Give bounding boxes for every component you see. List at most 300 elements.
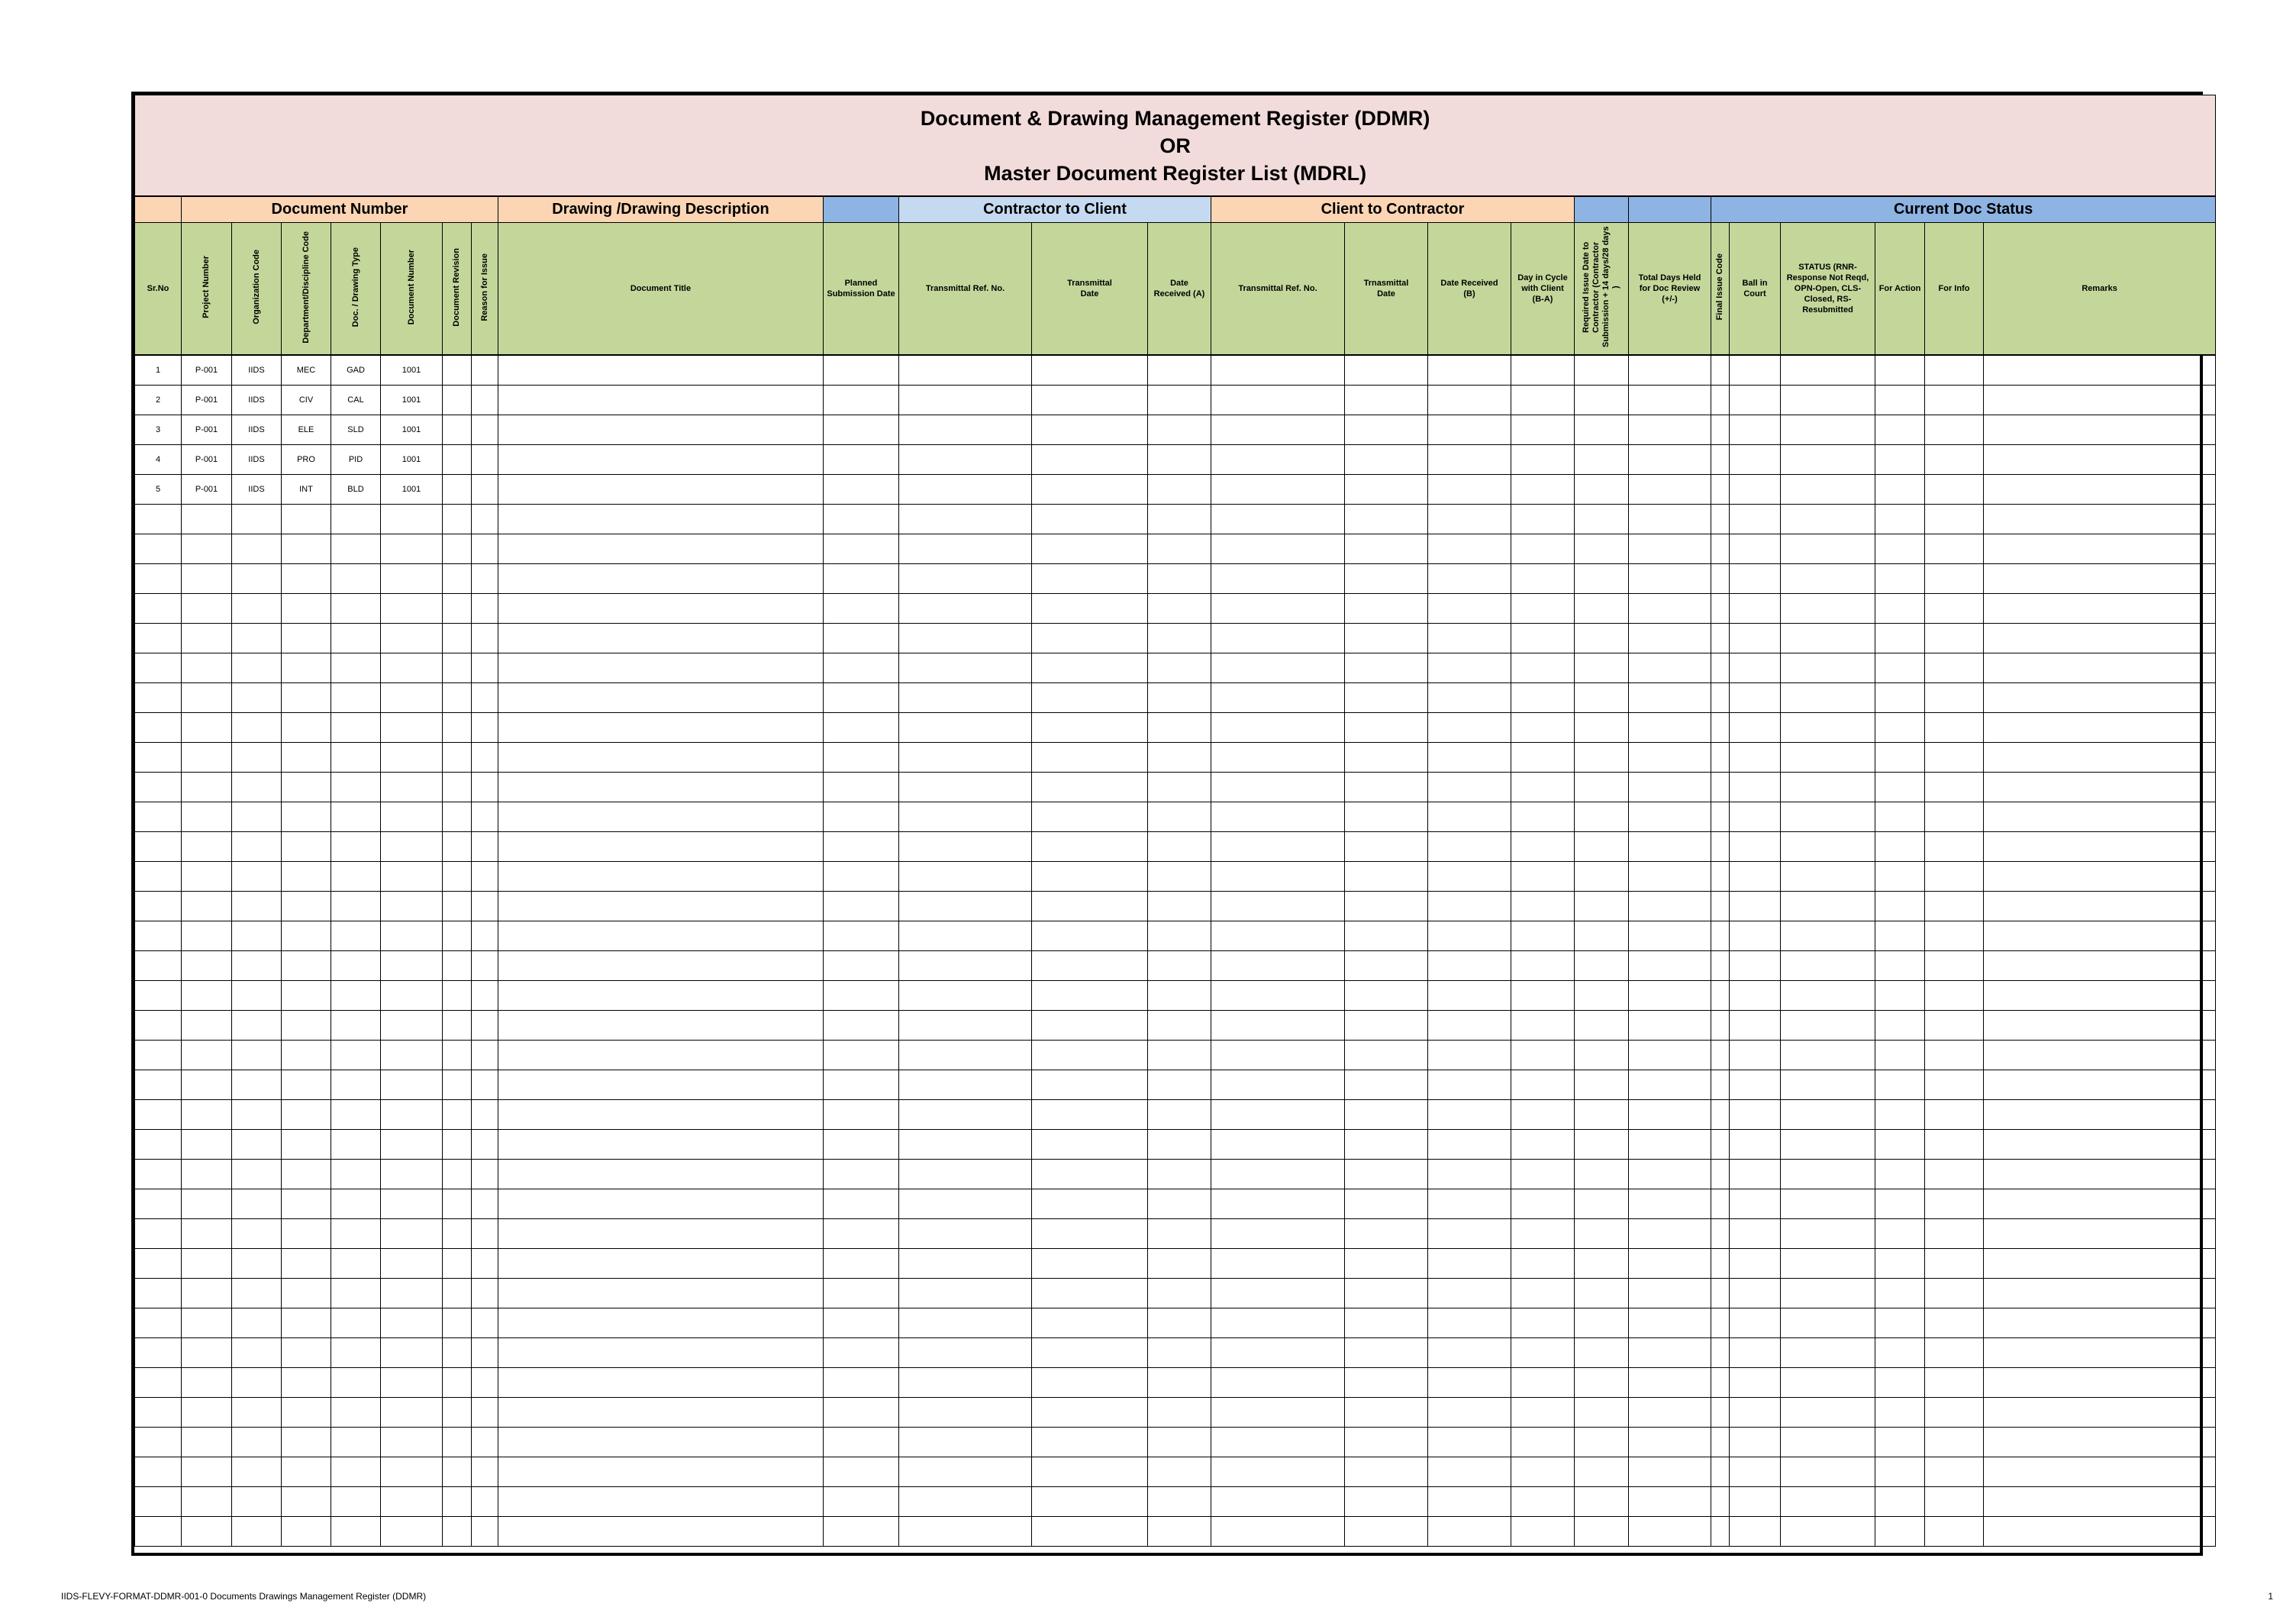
table-cell[interactable]	[1345, 594, 1428, 624]
table-cell[interactable]	[1875, 1368, 1925, 1398]
table-cell[interactable]	[1511, 951, 1575, 981]
cell-drawing-type[interactable]	[331, 1428, 381, 1457]
table-cell[interactable]	[1148, 415, 1211, 445]
table-cell[interactable]	[472, 743, 498, 773]
table-cell[interactable]	[1032, 594, 1148, 624]
table-cell[interactable]	[1711, 415, 1730, 445]
cell-department-code[interactable]	[282, 921, 331, 951]
cell-drawing-type[interactable]	[331, 534, 381, 564]
table-cell[interactable]	[472, 355, 498, 386]
table-cell[interactable]	[1428, 564, 1511, 594]
table-cell[interactable]	[1629, 1338, 1711, 1368]
table-cell[interactable]	[1211, 1308, 1345, 1338]
table-cell[interactable]	[1781, 832, 1875, 862]
table-cell[interactable]	[1711, 683, 1730, 713]
cell-project-number[interactable]	[182, 1279, 232, 1308]
cell-project-number[interactable]	[182, 564, 232, 594]
cell-project-number[interactable]	[182, 1487, 232, 1517]
table-cell[interactable]	[443, 355, 472, 386]
cell-drawing-type[interactable]	[331, 981, 381, 1011]
table-cell[interactable]	[472, 475, 498, 505]
cell-organization-code[interactable]: IIDS	[232, 386, 282, 415]
table-cell[interactable]	[498, 564, 824, 594]
table-cell[interactable]	[1875, 624, 1925, 653]
table-cell[interactable]	[1345, 386, 1428, 415]
table-cell[interactable]	[1925, 743, 1984, 773]
table-cell[interactable]	[1575, 683, 1629, 713]
cell-document-number[interactable]	[381, 1041, 443, 1070]
table-cell[interactable]	[1428, 1249, 1511, 1279]
table-cell[interactable]	[1711, 653, 1730, 683]
table-cell[interactable]	[1875, 1160, 1925, 1189]
table-cell[interactable]	[1428, 1368, 1511, 1398]
table-cell[interactable]	[498, 832, 824, 862]
table-cell[interactable]	[1984, 624, 2216, 653]
table-cell[interactable]	[1629, 1308, 1711, 1338]
table-cell[interactable]	[472, 1070, 498, 1100]
cell-organization-code[interactable]	[232, 713, 282, 743]
table-cell[interactable]	[1781, 802, 1875, 832]
table-cell[interactable]	[1925, 713, 1984, 743]
table-cell[interactable]	[1781, 1070, 1875, 1100]
table-cell[interactable]	[1984, 892, 2216, 921]
cell-organization-code[interactable]	[232, 862, 282, 892]
cell-document-number[interactable]	[381, 1070, 443, 1100]
table-cell[interactable]	[443, 1338, 472, 1368]
table-cell[interactable]	[498, 743, 824, 773]
cell-organization-code[interactable]	[232, 1308, 282, 1338]
cell-project-number[interactable]	[182, 1041, 232, 1070]
table-cell[interactable]	[1511, 832, 1575, 862]
table-cell[interactable]	[1511, 1279, 1575, 1308]
table-cell[interactable]	[1148, 1487, 1211, 1517]
table-cell[interactable]	[443, 1189, 472, 1219]
cell-department-code[interactable]	[282, 1219, 331, 1249]
table-cell[interactable]	[1875, 773, 1925, 802]
table-cell[interactable]	[1148, 1368, 1211, 1398]
cell-drawing-type[interactable]	[331, 1130, 381, 1160]
table-cell[interactable]	[1629, 1517, 1711, 1547]
cell-sr-no[interactable]	[135, 1130, 182, 1160]
table-cell[interactable]	[443, 505, 472, 534]
table-cell[interactable]	[899, 1219, 1032, 1249]
cell-organization-code[interactable]	[232, 1279, 282, 1308]
table-cell[interactable]	[1428, 1428, 1511, 1457]
table-cell[interactable]	[899, 683, 1032, 713]
table-cell[interactable]	[824, 1368, 899, 1398]
table-cell[interactable]	[1730, 951, 1781, 981]
cell-sr-no[interactable]	[135, 1487, 182, 1517]
table-cell[interactable]	[443, 386, 472, 415]
table-cell[interactable]	[1345, 505, 1428, 534]
table-cell[interactable]	[1511, 1189, 1575, 1219]
cell-department-code[interactable]	[282, 773, 331, 802]
table-cell[interactable]	[1711, 355, 1730, 386]
cell-drawing-type[interactable]	[331, 713, 381, 743]
table-cell[interactable]	[1781, 713, 1875, 743]
table-cell[interactable]	[1984, 743, 2216, 773]
cell-department-code[interactable]	[282, 1338, 331, 1368]
cell-project-number[interactable]	[182, 1219, 232, 1249]
cell-sr-no[interactable]	[135, 1368, 182, 1398]
table-cell[interactable]	[824, 892, 899, 921]
table-cell[interactable]	[1211, 1100, 1345, 1130]
cell-drawing-type[interactable]	[331, 773, 381, 802]
table-cell[interactable]	[1428, 773, 1511, 802]
table-cell[interactable]	[1032, 1189, 1148, 1219]
cell-drawing-type[interactable]	[331, 683, 381, 713]
cell-sr-no[interactable]	[135, 951, 182, 981]
table-cell[interactable]	[1629, 1487, 1711, 1517]
table-cell[interactable]	[498, 1219, 824, 1249]
table-cell[interactable]	[1984, 1457, 2216, 1487]
table-cell[interactable]	[1629, 1279, 1711, 1308]
cell-sr-no[interactable]	[135, 683, 182, 713]
table-cell[interactable]	[472, 1428, 498, 1457]
table-cell[interactable]	[498, 624, 824, 653]
table-cell[interactable]	[1730, 1398, 1781, 1428]
table-cell[interactable]	[1575, 386, 1629, 415]
table-cell[interactable]	[443, 1011, 472, 1041]
cell-drawing-type[interactable]	[331, 1219, 381, 1249]
cell-document-number[interactable]	[381, 594, 443, 624]
cell-organization-code[interactable]	[232, 505, 282, 534]
table-cell[interactable]	[472, 1338, 498, 1368]
table-cell[interactable]	[1148, 355, 1211, 386]
table-cell[interactable]	[498, 683, 824, 713]
cell-drawing-type[interactable]: BLD	[331, 475, 381, 505]
table-cell[interactable]	[1984, 773, 2216, 802]
cell-document-number[interactable]	[381, 1398, 443, 1428]
table-cell[interactable]	[1711, 862, 1730, 892]
table-cell[interactable]	[1428, 802, 1511, 832]
cell-sr-no[interactable]: 2	[135, 386, 182, 415]
table-cell[interactable]	[1148, 386, 1211, 415]
table-cell[interactable]	[498, 802, 824, 832]
table-cell[interactable]	[1984, 564, 2216, 594]
table-cell[interactable]	[1511, 743, 1575, 773]
cell-project-number[interactable]	[182, 713, 232, 743]
table-cell[interactable]	[1032, 773, 1148, 802]
cell-department-code[interactable]	[282, 1160, 331, 1189]
table-cell[interactable]	[1511, 802, 1575, 832]
table-cell[interactable]	[472, 1457, 498, 1487]
table-cell[interactable]	[1925, 1338, 1984, 1368]
table-cell[interactable]	[1730, 1041, 1781, 1070]
table-cell[interactable]	[824, 594, 899, 624]
cell-document-number[interactable]	[381, 1308, 443, 1338]
cell-document-number[interactable]	[381, 773, 443, 802]
table-cell[interactable]	[443, 1398, 472, 1428]
table-cell[interactable]	[1984, 1100, 2216, 1130]
cell-sr-no[interactable]	[135, 862, 182, 892]
cell-organization-code[interactable]	[232, 594, 282, 624]
table-cell[interactable]	[1148, 594, 1211, 624]
table-cell[interactable]	[1428, 1398, 1511, 1428]
table-cell[interactable]	[1711, 1100, 1730, 1130]
cell-organization-code[interactable]	[232, 981, 282, 1011]
table-cell[interactable]	[1730, 1011, 1781, 1041]
cell-drawing-type[interactable]	[331, 505, 381, 534]
cell-drawing-type[interactable]	[331, 892, 381, 921]
cell-sr-no[interactable]	[135, 594, 182, 624]
table-cell[interactable]	[1211, 802, 1345, 832]
table-cell[interactable]	[1711, 475, 1730, 505]
table-cell[interactable]	[1730, 892, 1781, 921]
table-cell[interactable]	[1711, 743, 1730, 773]
table-cell[interactable]	[498, 1041, 824, 1070]
table-cell[interactable]	[1629, 981, 1711, 1011]
table-cell[interactable]	[443, 1457, 472, 1487]
table-cell[interactable]	[1211, 951, 1345, 981]
cell-document-number[interactable]	[381, 1338, 443, 1368]
table-cell[interactable]	[498, 713, 824, 743]
table-cell[interactable]	[1575, 1070, 1629, 1100]
table-cell[interactable]	[824, 534, 899, 564]
table-cell[interactable]	[1629, 415, 1711, 445]
table-cell[interactable]	[1984, 1070, 2216, 1100]
table-cell[interactable]	[824, 832, 899, 862]
table-cell[interactable]	[443, 1487, 472, 1517]
table-cell[interactable]	[472, 505, 498, 534]
cell-department-code[interactable]	[282, 683, 331, 713]
table-cell[interactable]	[1711, 951, 1730, 981]
cell-project-number[interactable]: P-001	[182, 355, 232, 386]
cell-project-number[interactable]: P-001	[182, 415, 232, 445]
cell-organization-code[interactable]	[232, 534, 282, 564]
table-cell[interactable]	[824, 683, 899, 713]
cell-department-code[interactable]: INT	[282, 475, 331, 505]
table-cell[interactable]	[472, 862, 498, 892]
table-cell[interactable]	[1345, 832, 1428, 862]
table-cell[interactable]	[1925, 534, 1984, 564]
cell-organization-code[interactable]: IIDS	[232, 475, 282, 505]
table-cell[interactable]	[824, 1249, 899, 1279]
table-cell[interactable]	[1575, 951, 1629, 981]
table-cell[interactable]	[498, 862, 824, 892]
table-cell[interactable]	[1148, 743, 1211, 773]
cell-project-number[interactable]	[182, 892, 232, 921]
table-cell[interactable]	[1575, 1100, 1629, 1130]
table-cell[interactable]	[824, 1100, 899, 1130]
cell-document-number[interactable]	[381, 1368, 443, 1398]
table-cell[interactable]	[1875, 1041, 1925, 1070]
table-cell[interactable]	[824, 1041, 899, 1070]
cell-sr-no[interactable]: 5	[135, 475, 182, 505]
table-cell[interactable]	[1211, 1219, 1345, 1249]
table-cell[interactable]	[899, 1041, 1032, 1070]
cell-organization-code[interactable]	[232, 1160, 282, 1189]
cell-document-number[interactable]	[381, 534, 443, 564]
table-cell[interactable]	[1148, 475, 1211, 505]
cell-project-number[interactable]	[182, 1160, 232, 1189]
table-cell[interactable]	[443, 1308, 472, 1338]
table-cell[interactable]	[1511, 386, 1575, 415]
table-cell[interactable]	[1148, 921, 1211, 951]
cell-sr-no[interactable]	[135, 773, 182, 802]
table-cell[interactable]	[899, 1338, 1032, 1368]
cell-drawing-type[interactable]	[331, 653, 381, 683]
cell-department-code[interactable]	[282, 505, 331, 534]
table-cell[interactable]	[1345, 1130, 1428, 1160]
table-cell[interactable]	[472, 1398, 498, 1428]
table-cell[interactable]	[1345, 1041, 1428, 1070]
cell-department-code[interactable]	[282, 1249, 331, 1279]
cell-project-number[interactable]	[182, 1368, 232, 1398]
cell-document-number[interactable]	[381, 653, 443, 683]
table-cell[interactable]	[1984, 1130, 2216, 1160]
table-cell[interactable]	[1984, 1487, 2216, 1517]
table-cell[interactable]	[472, 594, 498, 624]
table-cell[interactable]	[1032, 445, 1148, 475]
table-cell[interactable]	[1211, 862, 1345, 892]
table-cell[interactable]	[1730, 1338, 1781, 1368]
table-cell[interactable]	[824, 624, 899, 653]
table-cell[interactable]	[1629, 713, 1711, 743]
table-cell[interactable]	[1428, 653, 1511, 683]
table-cell[interactable]	[1875, 892, 1925, 921]
cell-department-code[interactable]	[282, 951, 331, 981]
table-cell[interactable]	[1711, 1130, 1730, 1160]
table-cell[interactable]	[899, 445, 1032, 475]
cell-document-number[interactable]	[381, 564, 443, 594]
table-cell[interactable]	[1511, 862, 1575, 892]
table-cell[interactable]	[1148, 1041, 1211, 1070]
table-cell[interactable]	[1875, 653, 1925, 683]
table-cell[interactable]	[1925, 1219, 1984, 1249]
table-cell[interactable]	[1629, 505, 1711, 534]
table-cell[interactable]	[1345, 1457, 1428, 1487]
cell-document-number[interactable]	[381, 713, 443, 743]
table-cell[interactable]	[1345, 1100, 1428, 1130]
cell-document-number[interactable]: 1001	[381, 445, 443, 475]
table-cell[interactable]	[1730, 355, 1781, 386]
cell-department-code[interactable]: MEC	[282, 355, 331, 386]
table-cell[interactable]	[1148, 1011, 1211, 1041]
table-cell[interactable]	[899, 1517, 1032, 1547]
table-cell[interactable]	[1511, 653, 1575, 683]
table-cell[interactable]	[1032, 683, 1148, 713]
table-cell[interactable]	[1875, 594, 1925, 624]
table-cell[interactable]	[1875, 802, 1925, 832]
cell-department-code[interactable]	[282, 1041, 331, 1070]
table-cell[interactable]	[443, 415, 472, 445]
table-cell[interactable]	[498, 1487, 824, 1517]
table-cell[interactable]	[1511, 1368, 1575, 1398]
table-cell[interactable]	[1984, 1279, 2216, 1308]
table-cell[interactable]	[1984, 1041, 2216, 1070]
table-cell[interactable]	[824, 1517, 899, 1547]
cell-sr-no[interactable]	[135, 1279, 182, 1308]
table-cell[interactable]	[1211, 773, 1345, 802]
table-cell[interactable]	[1925, 1487, 1984, 1517]
table-cell[interactable]	[1984, 505, 2216, 534]
table-cell[interactable]	[1428, 1308, 1511, 1338]
table-cell[interactable]	[1148, 1100, 1211, 1130]
table-cell[interactable]	[1875, 355, 1925, 386]
table-cell[interactable]	[824, 1011, 899, 1041]
table-cell[interactable]	[443, 1249, 472, 1279]
cell-document-number[interactable]	[381, 1249, 443, 1279]
cell-sr-no[interactable]	[135, 1428, 182, 1457]
cell-project-number[interactable]	[182, 981, 232, 1011]
cell-project-number[interactable]	[182, 505, 232, 534]
table-cell[interactable]	[1428, 1338, 1511, 1368]
table-cell[interactable]	[1211, 475, 1345, 505]
table-cell[interactable]	[1211, 1398, 1345, 1428]
table-cell[interactable]	[1148, 713, 1211, 743]
table-cell[interactable]	[472, 713, 498, 743]
table-cell[interactable]	[1875, 743, 1925, 773]
cell-document-number[interactable]	[381, 683, 443, 713]
table-cell[interactable]	[498, 386, 824, 415]
table-cell[interactable]	[1711, 773, 1730, 802]
table-cell[interactable]	[824, 981, 899, 1011]
table-cell[interactable]	[899, 1279, 1032, 1308]
table-cell[interactable]	[472, 564, 498, 594]
table-cell[interactable]	[1730, 1100, 1781, 1130]
table-cell[interactable]	[1211, 1428, 1345, 1457]
cell-sr-no[interactable]	[135, 743, 182, 773]
table-cell[interactable]	[443, 1517, 472, 1547]
cell-sr-no[interactable]	[135, 713, 182, 743]
table-cell[interactable]	[1925, 981, 1984, 1011]
table-cell[interactable]	[1575, 1338, 1629, 1368]
table-cell[interactable]	[1925, 1011, 1984, 1041]
cell-organization-code[interactable]	[232, 653, 282, 683]
cell-project-number[interactable]: P-001	[182, 386, 232, 415]
table-cell[interactable]	[1925, 594, 1984, 624]
table-cell[interactable]	[498, 475, 824, 505]
table-cell[interactable]	[1984, 1517, 2216, 1547]
cell-organization-code[interactable]	[232, 624, 282, 653]
table-cell[interactable]	[1428, 892, 1511, 921]
table-cell[interactable]	[443, 713, 472, 743]
table-cell[interactable]	[1781, 534, 1875, 564]
table-cell[interactable]	[1345, 1189, 1428, 1219]
table-cell[interactable]	[824, 1189, 899, 1219]
table-cell[interactable]	[1781, 1487, 1875, 1517]
table-cell[interactable]	[1428, 594, 1511, 624]
table-cell[interactable]	[1148, 564, 1211, 594]
table-cell[interactable]	[1211, 1338, 1345, 1368]
table-cell[interactable]	[1925, 921, 1984, 951]
table-cell[interactable]	[824, 1130, 899, 1160]
table-cell[interactable]	[1984, 862, 2216, 892]
cell-sr-no[interactable]	[135, 1041, 182, 1070]
table-cell[interactable]	[1629, 1368, 1711, 1398]
table-cell[interactable]	[1345, 802, 1428, 832]
table-cell[interactable]	[1711, 892, 1730, 921]
table-cell[interactable]	[1575, 653, 1629, 683]
cell-department-code[interactable]	[282, 1279, 331, 1308]
table-cell[interactable]	[443, 1100, 472, 1130]
table-cell[interactable]	[1781, 1338, 1875, 1368]
table-cell[interactable]	[443, 594, 472, 624]
cell-document-number[interactable]	[381, 505, 443, 534]
table-cell[interactable]	[498, 773, 824, 802]
table-cell[interactable]	[1211, 624, 1345, 653]
cell-project-number[interactable]	[182, 1189, 232, 1219]
table-cell[interactable]	[899, 505, 1032, 534]
cell-project-number[interactable]: P-001	[182, 475, 232, 505]
cell-organization-code[interactable]	[232, 1487, 282, 1517]
table-cell[interactable]	[1781, 1398, 1875, 1428]
table-cell[interactable]	[1148, 981, 1211, 1011]
cell-document-number[interactable]	[381, 981, 443, 1011]
table-cell[interactable]	[1511, 1160, 1575, 1189]
table-cell[interactable]	[1148, 653, 1211, 683]
